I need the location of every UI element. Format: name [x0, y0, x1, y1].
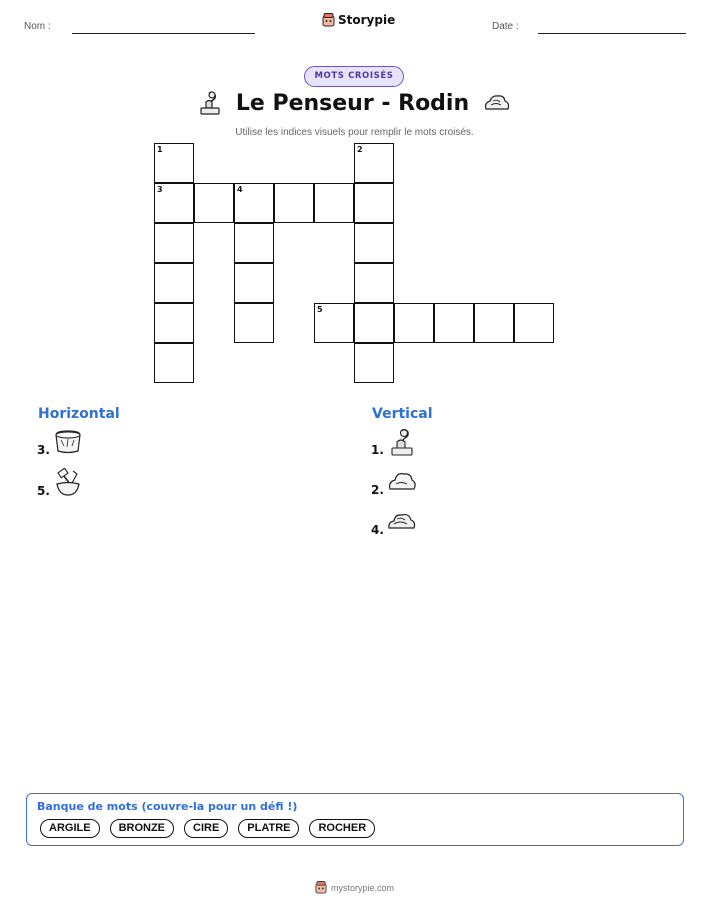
name-line[interactable]	[72, 33, 255, 34]
vertical-clue-4	[371, 507, 417, 537]
word-pill: CIRE	[184, 819, 228, 838]
crossword-cell[interactable]	[234, 263, 274, 303]
name-label: Nom :	[24, 21, 51, 32]
clue-number: 3	[157, 185, 163, 194]
clay-lump-icon	[387, 467, 417, 497]
crossword-cell[interactable]	[354, 303, 394, 343]
crossword-cell[interactable]	[314, 183, 354, 223]
clue-number: 5	[317, 305, 323, 314]
wax-lump-icon	[387, 507, 417, 537]
title-row	[0, 90, 709, 116]
word-pill: BRONZE	[110, 819, 174, 838]
clue-number: 3.	[37, 443, 50, 457]
crossword-cell[interactable]	[354, 143, 394, 183]
brand-name: Storypie	[338, 13, 396, 27]
clue-number: 4	[237, 185, 243, 194]
crossword-cell[interactable]	[194, 183, 234, 223]
brand-logo	[322, 13, 395, 27]
instructions: Utilise les indices visuels pour remplir le mots croisés.	[235, 127, 474, 138]
clue-number: 5.	[37, 484, 50, 498]
word-pill: PLATRE	[238, 819, 299, 838]
crossword-cell[interactable]	[154, 303, 194, 343]
crossword-cell[interactable]	[394, 303, 434, 343]
thinker-statue-icon	[387, 427, 417, 457]
vertical-heading: Vertical	[372, 406, 433, 422]
clue-number: 2.	[371, 483, 384, 497]
page-title: Le Penseur - Rodin	[235, 90, 470, 116]
crossword-cell[interactable]	[354, 263, 394, 303]
storypie-logo-icon	[322, 13, 335, 27]
clue-number: 1	[157, 145, 163, 154]
horizontal-clue-3	[37, 427, 83, 457]
crossword-cell[interactable]	[434, 303, 474, 343]
crossword-cell[interactable]	[234, 223, 274, 263]
date-line[interactable]	[538, 33, 686, 34]
clue-number: 1.	[371, 443, 384, 457]
word-bank-title: Banque de mots (couvre-la pour un défi !)	[37, 800, 298, 813]
crossword-cell[interactable]	[154, 183, 194, 223]
stone-block-icon	[53, 427, 83, 457]
vertical-clue-2	[371, 467, 417, 497]
clue-number: 2	[357, 145, 363, 154]
word-bank	[26, 793, 684, 846]
crossword-cell[interactable]	[314, 303, 354, 343]
footer-url[interactable]: mystorypie.com	[330, 882, 394, 893]
thinker-statue-icon	[198, 90, 222, 116]
word-bank-list	[40, 819, 375, 838]
word-pill: ROCHER	[309, 819, 375, 838]
crossword-cell[interactable]	[154, 263, 194, 303]
category-badge: MOTS CROISÉS	[304, 66, 404, 87]
crossword-cell[interactable]	[354, 223, 394, 263]
word-pill: ARGILE	[40, 819, 100, 838]
plaster-bowl-icon	[53, 468, 83, 498]
crossword-cell[interactable]	[274, 183, 314, 223]
crossword-cell[interactable]	[514, 303, 554, 343]
crossword-cell[interactable]	[154, 223, 194, 263]
crossword-cell[interactable]	[354, 343, 394, 383]
date-label: Date :	[492, 21, 519, 32]
horizontal-heading: Horizontal	[38, 406, 120, 422]
clue-number: 4.	[371, 523, 384, 537]
crossword-cell[interactable]	[154, 143, 194, 183]
crossword-cell[interactable]	[234, 303, 274, 343]
storypie-logo-icon	[315, 881, 327, 894]
crossword-cell[interactable]	[154, 343, 194, 383]
crossword-cell[interactable]	[354, 183, 394, 223]
vertical-clue-1	[371, 427, 417, 457]
footer	[0, 881, 709, 894]
clay-lump-icon	[483, 92, 511, 114]
crossword-cell[interactable]	[234, 183, 274, 223]
horizontal-clue-5	[37, 468, 83, 498]
crossword-cell[interactable]	[474, 303, 514, 343]
crossword-grid	[154, 143, 556, 385]
